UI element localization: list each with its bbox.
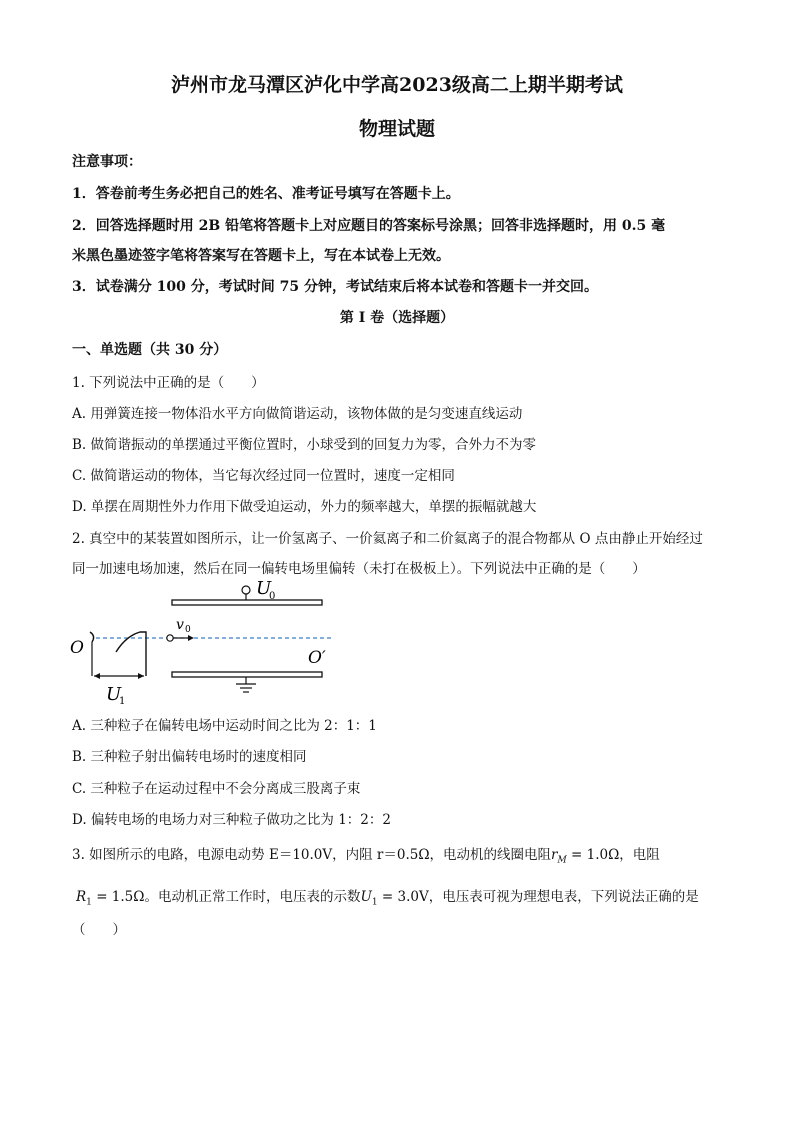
part-heading: 一、单选题（共 30 分） — [72, 342, 228, 358]
u1-label-sub: 1 — [119, 696, 126, 706]
u1-arrowhead-left — [94, 673, 100, 679]
notice-item-2a: 2．回答选择题时用 2B 铅笔将答题卡上对应题目的答案标号涂黑；回答非选择题时，用 0.5 毫 — [72, 218, 666, 234]
q3-rm-sub: M — [557, 855, 567, 866]
q1-option-c: C. 做简谐运动的物体，当它每次经过同一位置时，速度一定相同 — [72, 468, 455, 484]
notice-heading: 注意事项： — [72, 154, 142, 170]
q3-r1-sub: 1 — [86, 897, 92, 908]
u0-label: U — [256, 578, 272, 599]
q2-option-b: B. 三种粒子射出偏转电场时的速度相同 — [72, 749, 307, 765]
o-prime-label: O′ — [308, 648, 326, 668]
q3-r1-value: = 1.5Ω。电动机正常工作时，电压表的示数 — [91, 889, 361, 905]
q3-paren: （ ） — [72, 922, 126, 938]
volume-heading: 第 I 卷（选择题） — [339, 310, 455, 326]
velocity-arrowhead — [188, 635, 194, 641]
q2-option-c: C. 三种粒子在运动过程中不会分离成三股离子束 — [72, 781, 361, 797]
q3-stem-line-1 — [72, 843, 660, 866]
left-electrode — [90, 632, 94, 642]
q1-option-a: A. 用弹簧连接一物体沿水平方向做简谐运动，该物体做的是匀变速直线运动 — [72, 406, 523, 422]
u0-label-sub: 0 — [269, 591, 276, 602]
q3-u1-value: = 3.0V，电压表可视为理想电表，下列说法正确的是 — [377, 889, 699, 905]
q1-option-b: B. 做简谐振动的单摆通过平衡位置时，小球受到的回复力为零，合外力不为零 — [72, 437, 537, 453]
notice-item-2b: 米黑色墨迹签字笔将答案写在答题卡上，写在本试卷上无效。 — [72, 248, 450, 264]
q1-option-d: D. 单摆在周期性外力作用下做受迫运动，外力的频率越大，单摆的振幅就越大 — [72, 499, 537, 515]
v0-label: v — [176, 617, 184, 633]
u1-label: U — [106, 684, 122, 705]
q2-option-d: D. 偏转电场的电场力对三种粒子做功之比为 1：2：2 — [72, 812, 391, 828]
q3-r1-symbol: R — [76, 889, 87, 905]
lower-plate — [172, 672, 322, 677]
q3-rm-value: = 1.0Ω，电阻 — [566, 847, 660, 863]
o-label: O — [70, 638, 84, 658]
notice-item-3: 3．试卷满分 100 分，考试时间 75 分钟，考试结束后将本试卷和答题卡一并交回。 — [72, 279, 598, 295]
upper-plate — [172, 600, 322, 605]
q2-option-a: A. 三种粒子在偏转电场中运动时间之比为 2：1：1 — [72, 718, 377, 734]
exam-title: 泸州市龙马潭区泸化中学高2023级高二上期半期考试 — [171, 74, 623, 96]
q3-u1-sub: 1 — [371, 897, 378, 908]
notice-item-1: 1．答卷前考生务必把自己的姓名、准考证号填写在答题卡上。 — [72, 186, 460, 202]
q3-rm-symbol: r — [551, 847, 558, 863]
q2-stem-2: 同一加速电场加速，然后在同一偏转电场里偏转（未打在极板上）。下列说法中正确的是（ ） — [72, 561, 646, 577]
u0-terminal — [242, 586, 250, 594]
q3-stem-line-2 — [76, 885, 699, 908]
q3-u1-symbol: U — [360, 889, 372, 905]
q2-figure — [66, 576, 346, 706]
particle-dot — [167, 635, 173, 641]
q2-stem-1: 2. 真空中的某装置如图所示，让一价氢离子、一价氦离子和二价氦离子的混合物都从 O 点由静止开始经过 — [72, 531, 703, 547]
u1-arrowhead-right — [138, 673, 144, 679]
exam-subtitle: 物理试题 — [358, 118, 435, 140]
deflection-apparatus-diagram — [66, 576, 346, 706]
v0-label-sub: 0 — [185, 625, 191, 635]
q1-stem: 1. 下列说法中正确的是（ ） — [72, 375, 265, 391]
q3-stem-1a: 3. 如图所示的电路，电源电动势 E＝10.0V，内阻 r＝0.5Ω，电动机的线圈电阻 — [72, 847, 552, 863]
